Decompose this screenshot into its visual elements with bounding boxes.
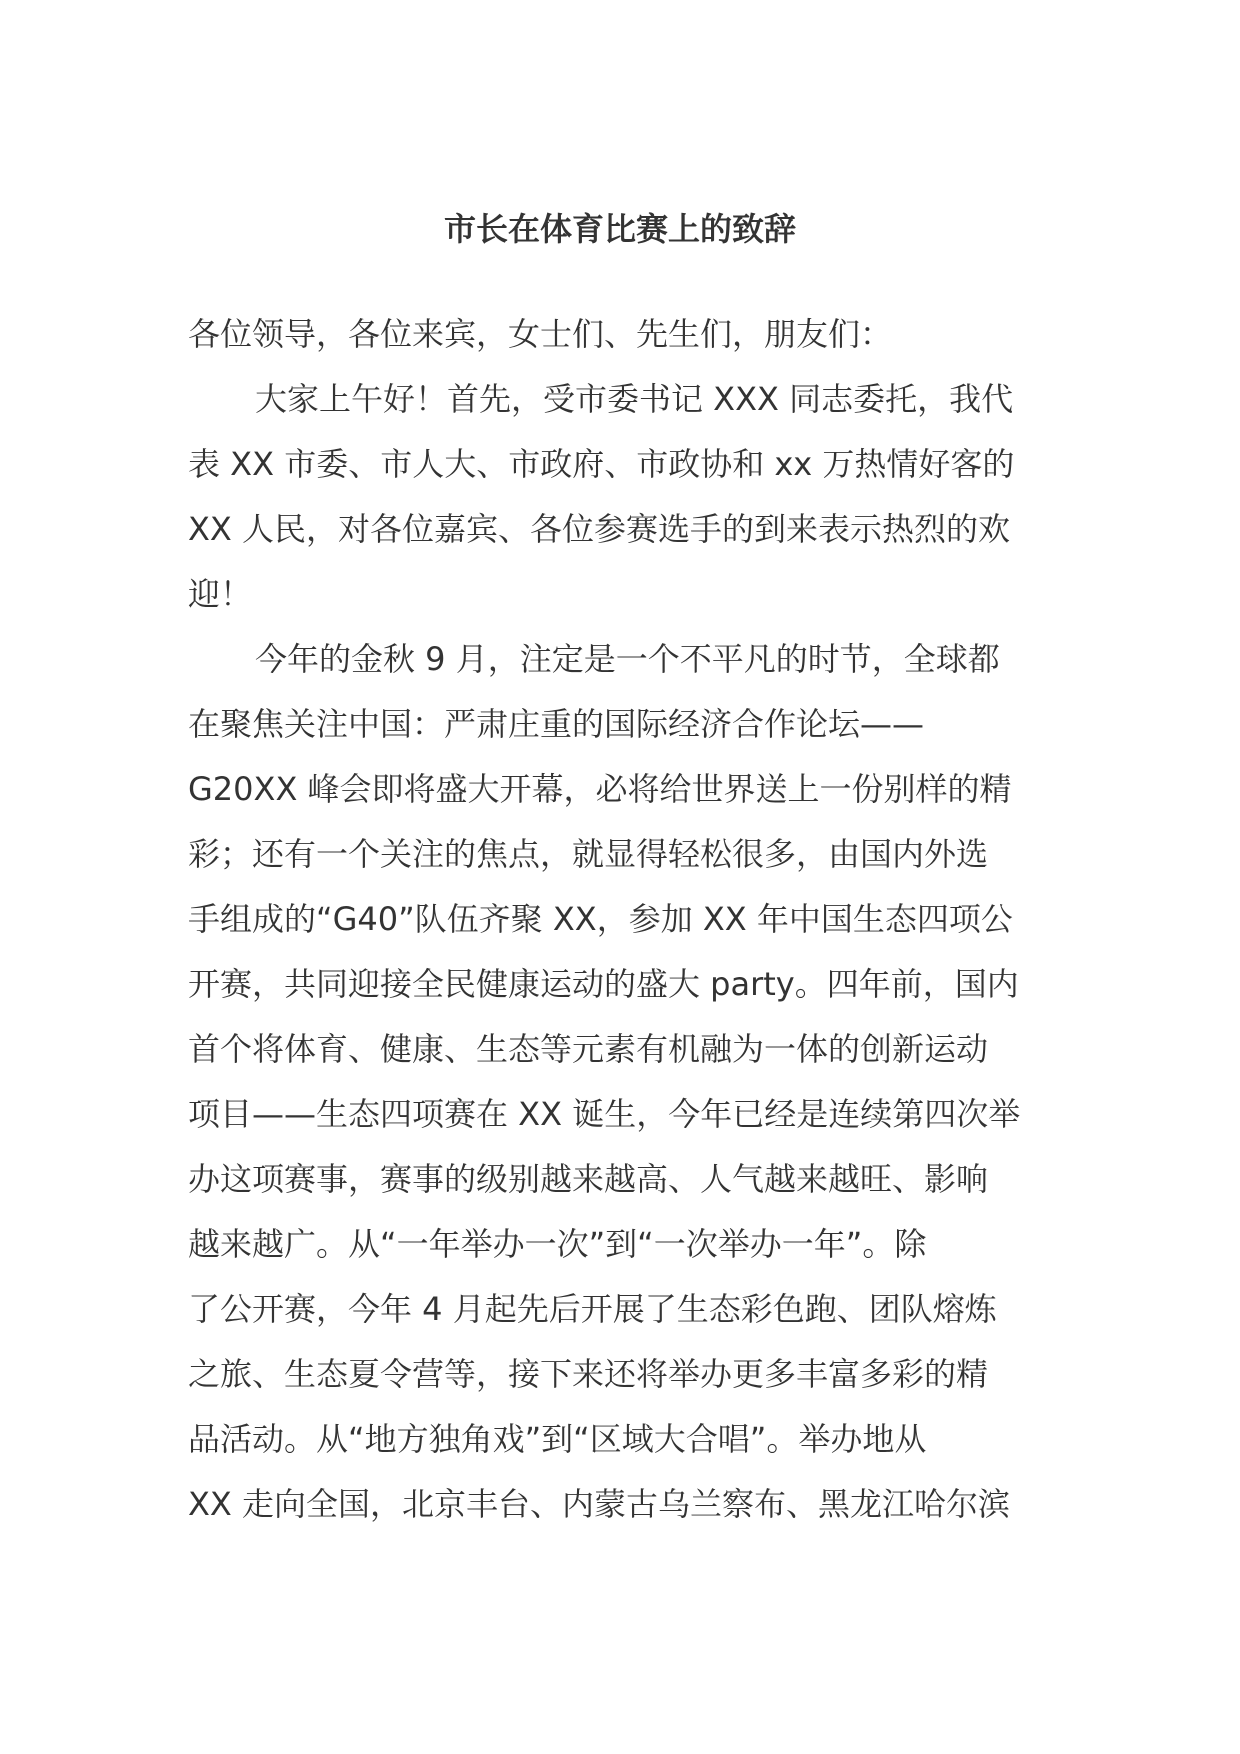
paragraph-line: G20XX 峰会即将盛大开幕，必将给世界送上一份别样的精	[188, 770, 1012, 808]
paragraph-line: 首个将体育、健康、生态等元素有机融为一体的创新运动	[188, 1030, 989, 1068]
paragraph-welcome	[188, 367, 1058, 627]
paragraph-line: 大家上午好！首先，受市委书记 XXX 同志委托，我代	[255, 380, 1014, 418]
paragraph-line: 手组成的“G40”队伍齐聚 XX，参加 XX 年中国生态四项公	[188, 900, 1013, 938]
document-title: 市长在体育比赛上的致辞	[443, 210, 796, 248]
paragraph-line: 品活动。从“地方独角戏”到“区域大合唱”。举办地从	[188, 1420, 927, 1458]
paragraph-line: 表 XX 市委、市人大、市政府、市政协和 xx 万热情好客的	[188, 445, 1015, 483]
paragraph-line: 办这项赛事，赛事的级别越来越高、人气越来越旺、影响	[188, 1160, 989, 1198]
paragraph-line: XX 走向全国，北京丰台、内蒙古乌兰察布、黑龙江哈尔滨	[188, 1485, 1011, 1523]
document-body	[188, 302, 1058, 1537]
paragraph-line: 今年的金秋 9 月，注定是一个不平凡的时节，全球都	[255, 640, 1000, 678]
paragraph-event	[188, 627, 1058, 1537]
paragraph-line: 彩；还有一个关注的焦点，就显得轻松很多，由国内外选	[188, 835, 989, 873]
salutation: 各位领导，各位来宾，女士们、先生们，朋友们：	[188, 315, 893, 353]
paragraph-line: 在聚焦关注中国：严肃庄重的国际经济合作论坛——	[188, 705, 925, 743]
paragraph-line: 越来越广。从“一年举办一次”到“一次举办一年”。除	[188, 1225, 927, 1263]
paragraph-line: XX 人民，对各位嘉宾、各位参赛选手的到来表示热烈的欢	[188, 510, 1011, 548]
paragraph-line: 项目——生态四项赛在 XX 诞生，今年已经是连续第四次举	[188, 1095, 1021, 1133]
paragraph-line: 了公开赛，今年 4 月起先后开展了生态彩色跑、团队熔炼	[188, 1290, 997, 1328]
paragraph-line: 之旅、生态夏令营等，接下来还将举办更多丰富多彩的精	[188, 1355, 989, 1393]
paragraph-line: 开赛，共同迎接全民健康运动的盛大 party。四年前，国内	[188, 965, 1019, 1003]
paragraph-line: 迎！	[188, 575, 253, 613]
